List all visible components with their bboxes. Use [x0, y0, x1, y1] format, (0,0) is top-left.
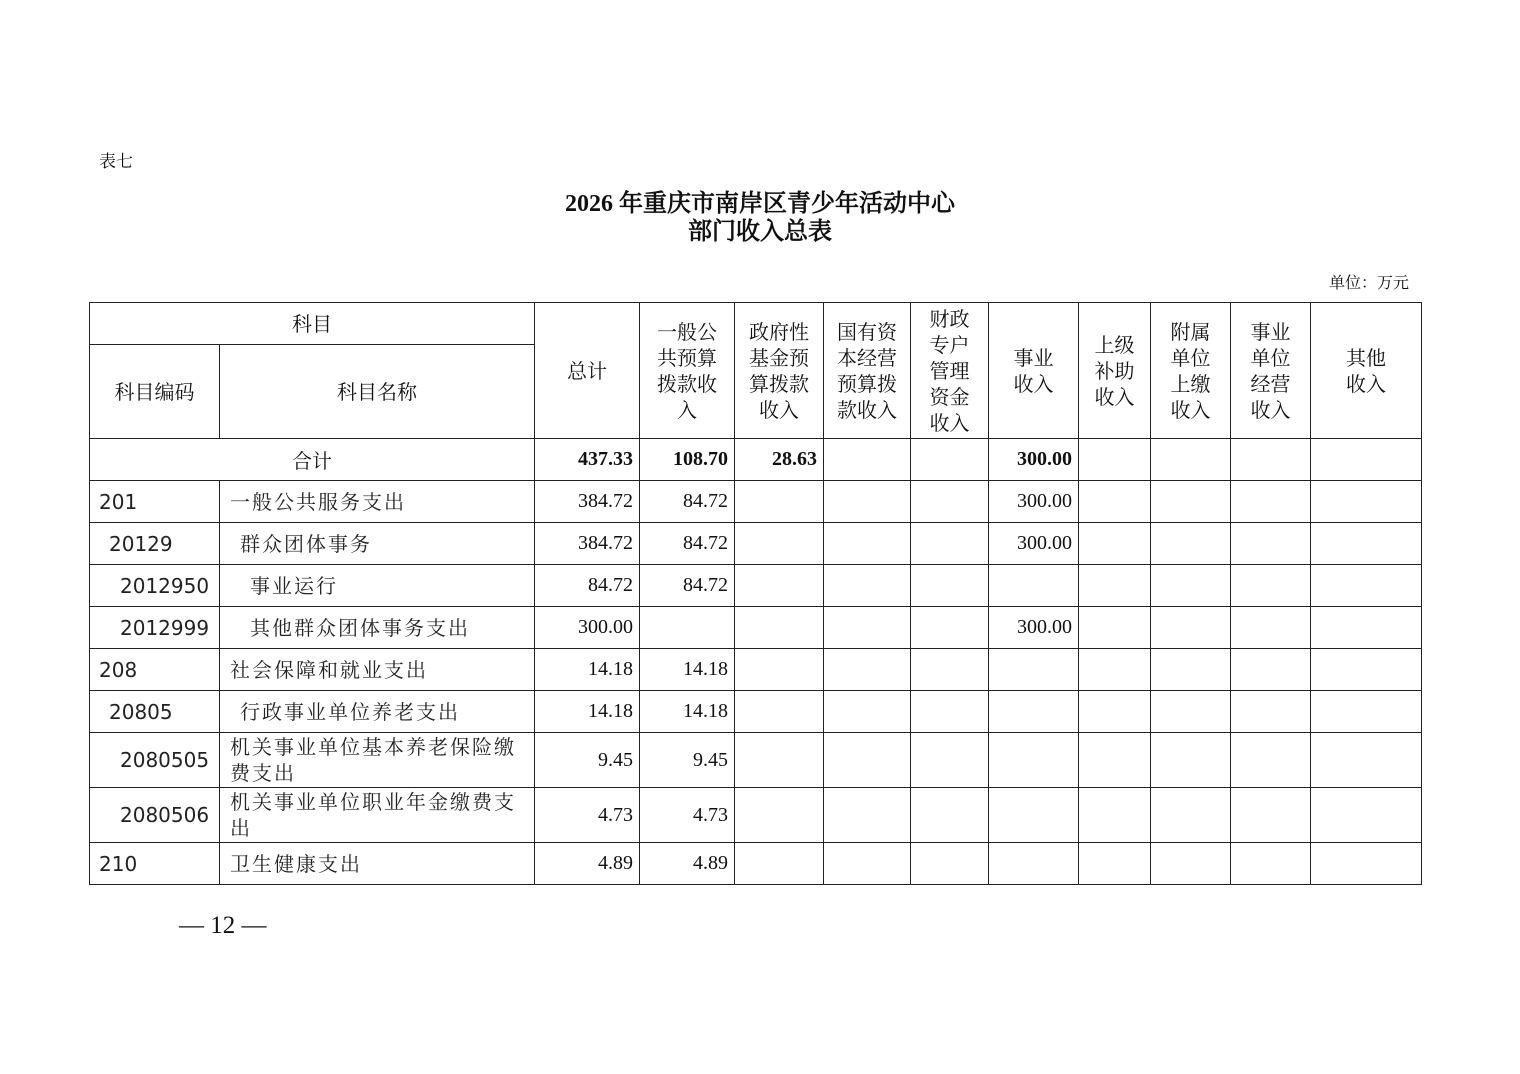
table-row [90, 649, 1422, 691]
title-line-2: 部门收入总表 [688, 219, 832, 245]
subject-name: 一般公共服务支出 [220, 481, 535, 523]
row-general-budget: 4.89 [640, 843, 735, 885]
total-total: 437.33 [535, 439, 640, 481]
row-business-income [989, 733, 1079, 788]
table-row [90, 607, 1422, 649]
table-row [90, 523, 1422, 565]
row-total: 9.45 [535, 733, 640, 788]
row-business-income: 300.00 [989, 607, 1079, 649]
subject-name: 群众团体事务 [220, 523, 535, 565]
row-business-income [989, 843, 1079, 885]
row-general-budget: 4.73 [640, 788, 735, 843]
row-business-income [989, 788, 1079, 843]
row-total: 384.72 [535, 523, 640, 565]
total-label: 合计 [90, 439, 535, 481]
subject-name: 事业运行 [220, 565, 535, 607]
table-row [90, 481, 1422, 523]
row-general-budget: 84.72 [640, 481, 735, 523]
header-subject-code: 科目编码 [90, 345, 220, 439]
subject-code: 210 [90, 843, 220, 885]
header-business-operation: 事业单位经营收入 [1231, 303, 1311, 439]
subject-code: 2080506 [90, 788, 220, 843]
header-other-income: 其他收入 [1311, 303, 1422, 439]
row-general-budget [640, 607, 735, 649]
row-general-budget: 14.18 [640, 649, 735, 691]
subject-code: 208 [90, 649, 220, 691]
page-number: — 12 — [179, 912, 267, 939]
header-gov-fund: 政府性基金预算拨款收入 [735, 303, 824, 439]
total-business-income: 300.00 [989, 439, 1079, 481]
table-row [90, 691, 1422, 733]
table-row [90, 843, 1422, 885]
total-superior-subsidy [1079, 439, 1151, 481]
subject-name: 卫生健康支出 [220, 843, 535, 885]
row-total: 84.72 [535, 565, 640, 607]
row-general-budget: 84.72 [640, 523, 735, 565]
row-business-income [989, 649, 1079, 691]
total-row [90, 439, 1422, 481]
subject-code: 201 [90, 481, 220, 523]
header-superior-subsidy: 上级补助收入 [1079, 303, 1151, 439]
header-state-capital: 国有资本经营预算拨款收入 [824, 303, 911, 439]
subject-name: 行政事业单位养老支出 [220, 691, 535, 733]
income-summary-table [89, 302, 1422, 885]
row-total: 4.89 [535, 843, 640, 885]
row-total: 384.72 [535, 481, 640, 523]
row-total: 4.73 [535, 788, 640, 843]
row-business-income [989, 691, 1079, 733]
subject-code: 2080505 [90, 733, 220, 788]
row-general-budget: 84.72 [640, 565, 735, 607]
header-total: 总计 [535, 303, 640, 439]
subject-name: 机关事业单位基本养老保险缴费支出 [220, 733, 535, 788]
document-title [0, 190, 1520, 246]
table-row [90, 565, 1422, 607]
row-total: 300.00 [535, 607, 640, 649]
subject-code: 2012950 [90, 565, 220, 607]
subject-name: 社会保障和就业支出 [220, 649, 535, 691]
row-business-income [989, 565, 1079, 607]
row-total: 14.18 [535, 649, 640, 691]
subject-code: 2012999 [90, 607, 220, 649]
header-general-budget: 一般公共预算拨款收入 [640, 303, 735, 439]
row-business-income: 300.00 [989, 523, 1079, 565]
row-total: 14.18 [535, 691, 640, 733]
table-row [90, 788, 1422, 843]
total-gov-fund: 28.63 [735, 439, 824, 481]
header-subject: 科目 [90, 303, 535, 345]
table-label: 表七 [99, 152, 133, 172]
unit-label: 单位：万元 [1328, 273, 1409, 292]
header-fiscal-special: 财政专户管理资金收入 [911, 303, 989, 439]
row-general-budget: 9.45 [640, 733, 735, 788]
total-state-capital [824, 439, 911, 481]
total-fiscal-special [911, 439, 989, 481]
row-business-income: 300.00 [989, 481, 1079, 523]
header-affiliated-remit: 附属单位上缴收入 [1151, 303, 1231, 439]
total-affiliated-remit [1151, 439, 1231, 481]
row-general-budget: 14.18 [640, 691, 735, 733]
subject-name: 机关事业单位职业年金缴费支出 [220, 788, 535, 843]
total-business-operation [1231, 439, 1311, 481]
total-other-income [1311, 439, 1422, 481]
total-general-budget: 108.70 [640, 439, 735, 481]
title-line-1: 2026 年重庆市南岸区青少年活动中心 [565, 191, 955, 217]
subject-code: 20805 [90, 691, 220, 733]
subject-code: 20129 [90, 523, 220, 565]
table-row [90, 733, 1422, 788]
header-business-income: 事业收入 [989, 303, 1079, 439]
subject-name: 其他群众团体事务支出 [220, 607, 535, 649]
header-subject-name: 科目名称 [220, 345, 535, 439]
